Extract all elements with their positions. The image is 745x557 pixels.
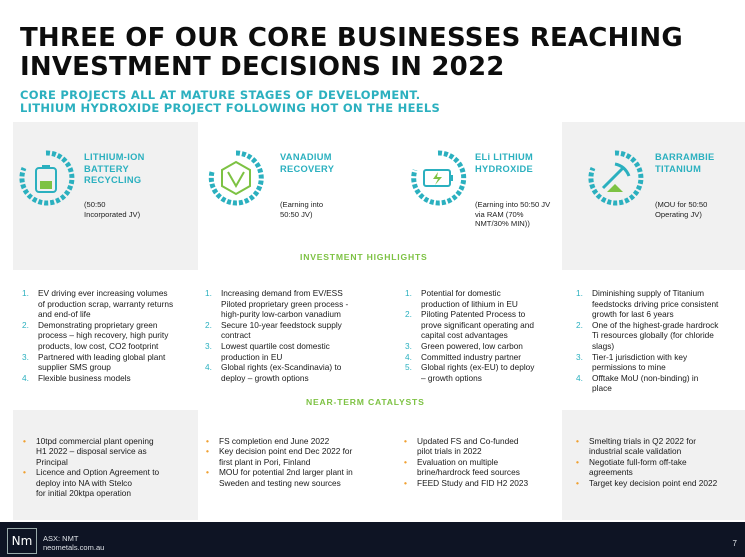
catalysts-list-lithium [403,436,561,488]
list-line: Sweden and testing new sources [219,477,341,488]
highlights-list-battery [22,288,197,383]
list-item [576,373,743,394]
list-line: One of the highest-grade hardrock [592,319,719,330]
list-line: agreements [589,467,633,478]
list-number: 4. [405,351,412,362]
list-item [403,478,561,488]
project-name-vanadium [280,152,334,175]
battery-charge-icon [408,148,468,208]
project-note-line: 50:50 JV) [280,209,313,219]
list-number: 4. [576,372,583,383]
list-line: growth for last 6 years [592,309,674,320]
company-logo: Nm [7,528,37,554]
list-item [403,436,561,457]
list-item [205,299,375,320]
list-line: deploy – growth options [221,372,309,383]
list-line: Global rights (ex-EU) to deploy [421,362,535,373]
list-item [22,467,197,498]
list-number: 5. [405,362,412,373]
list-line: slags) [592,340,615,351]
project-name-titanium [655,152,715,175]
list-line: Principal [36,456,68,467]
list-line: Offtake MoU (non-binding) in [592,372,699,383]
list-number: 1. [405,288,412,298]
list-item [576,288,743,320]
project-note-line: (Earning into 50:50 JV [475,200,551,209]
list-line: industrial scale validation [589,446,682,457]
project-note-lithium [475,200,550,229]
list-line: Licence and Option Agreement to [36,467,160,478]
list-item [22,288,197,320]
bullet-icon: • [404,436,407,446]
list-item [405,309,563,341]
vanadium-crystal-icon [206,148,266,208]
catalysts-list-titanium [575,436,743,488]
list-number: 2. [205,319,212,330]
bullet-icon: • [23,467,26,478]
list-line: prove significant operating and [421,319,535,330]
project-name-line: ELi LITHIUM [475,152,534,162]
list-line: Lowest quartile cost domestic [221,340,330,351]
project-note-line: NMT/30% MIN)) [475,219,530,228]
list-line: FS completion end June 2022 [219,436,330,446]
list-line: Demonstrating proprietary green [38,319,158,330]
list-line: brine/hardrock feed sources [417,467,520,478]
project-name-line: LITHIUM-ION [84,152,145,162]
footer-bar [0,522,745,557]
list-line: Key decision point end Dec 2022 for [219,446,353,457]
catalysts-list-battery [22,436,197,498]
list-line: Committed industry partner [421,351,522,362]
list-line: of production scrap, warranty returns [38,298,174,309]
project-name-line: RECOVERY [280,163,335,174]
investment-highlights-label: INVESTMENT HIGHLIGHTS [300,252,428,262]
project-name-line: BATTERY [84,163,129,174]
bullet-icon: • [576,436,579,446]
list-line: Evaluation on multiple [417,456,499,467]
list-item [205,467,375,488]
bullet-icon: • [206,446,209,457]
highlights-list-vanadium [205,288,375,383]
list-item [205,446,375,467]
list-line: supplier SMS group [38,362,111,373]
project-note-line: Operating JV) [655,209,702,219]
list-line: products, low cost, CO2 footprint [38,340,159,351]
list-line: Increasing demand from EV/ESS [221,288,343,298]
list-line: and end-of life [38,309,91,320]
list-line: capital cost advantages [421,330,508,341]
page-title-line-1: THREE OF OUR CORE BUSINESSES REACHING [20,23,683,53]
list-line: Secure 10-year feedstock supply [221,319,342,330]
list-line: Updated FS and Co-funded [417,436,519,446]
list-number: 3. [205,340,212,351]
list-item [405,341,563,352]
list-line: deploy into NA with Stelco [36,477,132,488]
project-name-line: HYDROXIDE [475,163,533,174]
list-number: 3. [405,340,412,351]
list-line: Piloted proprietary green process - [221,298,349,309]
list-line: high-purity low-carbon vanadium [221,309,341,320]
list-number: 4. [205,362,212,373]
project-name-line: BARRAMBIE [655,152,715,162]
list-line: – growth options [421,372,482,383]
list-item [22,373,197,384]
list-item [575,457,743,478]
list-item [405,288,563,309]
list-line: H1 2022 – disposal service as [36,446,147,457]
list-line: Piloting Patented Process to [421,309,526,320]
list-line: place [592,383,612,394]
list-item [576,320,743,352]
project-note-titanium [655,200,707,219]
project-note-line: via RAM (70% [475,209,524,219]
list-item [205,436,375,446]
list-number: 1. [205,288,212,298]
bullet-icon: • [576,456,579,467]
page-subtitle-line-2: LITHIUM HYDROXIDE PROJECT FOLLOWING HOT ON THE HEELS [20,101,441,115]
list-line: Green powered, low carbon [421,340,523,351]
list-number: 1. [576,288,583,298]
list-line: process – high recovery, high purity [38,330,169,341]
list-item [205,320,375,341]
list-item [575,478,743,488]
bullet-icon: • [404,477,407,488]
list-item [405,352,563,363]
footer-ticker: ASX: NMT [43,534,79,543]
page-number: 7 [732,539,737,548]
project-name-battery [84,152,145,187]
project-note-line: (50:50 [84,200,106,209]
list-number: 2. [405,309,412,320]
column-gap [374,122,388,520]
list-line: permissions to mine [592,362,666,373]
list-line: Negotiate full-form off-take [589,456,687,467]
project-note-vanadium [280,200,323,219]
project-name-line: TITANIUM [655,163,702,174]
list-number: 3. [22,351,29,362]
list-item [22,436,197,467]
project-note-line: (MOU for 50:50 [655,200,708,209]
list-item [205,341,375,362]
list-line: production of lithium in EU [421,298,518,309]
list-line: first plant in Pori, Finland [219,456,311,467]
mining-icon [585,148,645,208]
list-line: production in EU [221,351,283,362]
highlights-list-titanium [576,288,743,394]
list-item [22,352,197,373]
project-name-lithium [475,152,533,175]
battery-recycling-icon [16,148,76,208]
list-line: Diminishing supply of Titanium [592,288,705,298]
page-title [20,24,740,82]
list-line: Global rights (ex-Scandinavia) to [221,362,342,373]
list-line: for initial 20ktpa operation [36,488,132,499]
list-number: 2. [576,319,583,330]
list-number: 1. [22,288,29,298]
list-line: Tier-1 jurisdiction with key [592,351,688,362]
bullet-icon: • [23,436,26,446]
list-line: Ti resources globally (for chloride [592,330,714,341]
list-item [205,362,375,383]
bullet-icon: • [206,467,209,478]
list-line: MOU for potential 2nd larger plant in [219,467,353,478]
list-line: Target key decision point end 2022 [589,477,718,488]
project-note-line: Incorporated JV) [84,209,141,219]
list-line: pilot trials in 2022 [417,446,482,457]
list-number: 4. [22,372,29,383]
list-item [576,352,743,373]
highlights-list-lithium [405,288,563,383]
project-name-line: RECYCLING [84,175,142,185]
list-line: EV driving ever increasing volumes [38,288,168,298]
footer-website: neometals.com.au [43,543,105,552]
list-number: 3. [576,351,583,362]
project-name-line: VANADIUM [280,152,332,162]
project-note-line: (Earning into [280,200,324,209]
bullet-icon: • [206,436,209,446]
list-line: 10tpd commercial plant opening [36,436,154,446]
page-title-line-2: INVESTMENT DECISIONS IN 2022 [20,52,505,82]
list-line: contract [221,330,251,341]
list-item [403,457,561,478]
near-term-catalysts-label: NEAR-TERM CATALYSTS [306,397,425,407]
list-line: Flexible business models [38,372,131,383]
list-item [22,320,197,352]
list-line: Smelting trials in Q2 2022 for [589,436,696,446]
catalysts-list-vanadium [205,436,375,488]
bullet-icon: • [404,456,407,467]
list-line: Partnered with leading global plant [38,351,166,362]
list-line: Potential for domestic [421,288,501,298]
list-item [205,288,375,299]
list-item [575,436,743,457]
list-line: FEED Study and FID H2 2023 [417,477,529,488]
page-subtitle [20,89,440,115]
list-item [405,362,563,383]
list-number: 2. [22,319,29,330]
project-note-battery [84,200,140,219]
bullet-icon: • [576,477,579,488]
page-subtitle-line-1: CORE PROJECTS ALL AT MATURE STAGES OF DEVELOPMENT. [20,88,421,102]
list-line: feedstocks driving price consistent [592,298,719,309]
